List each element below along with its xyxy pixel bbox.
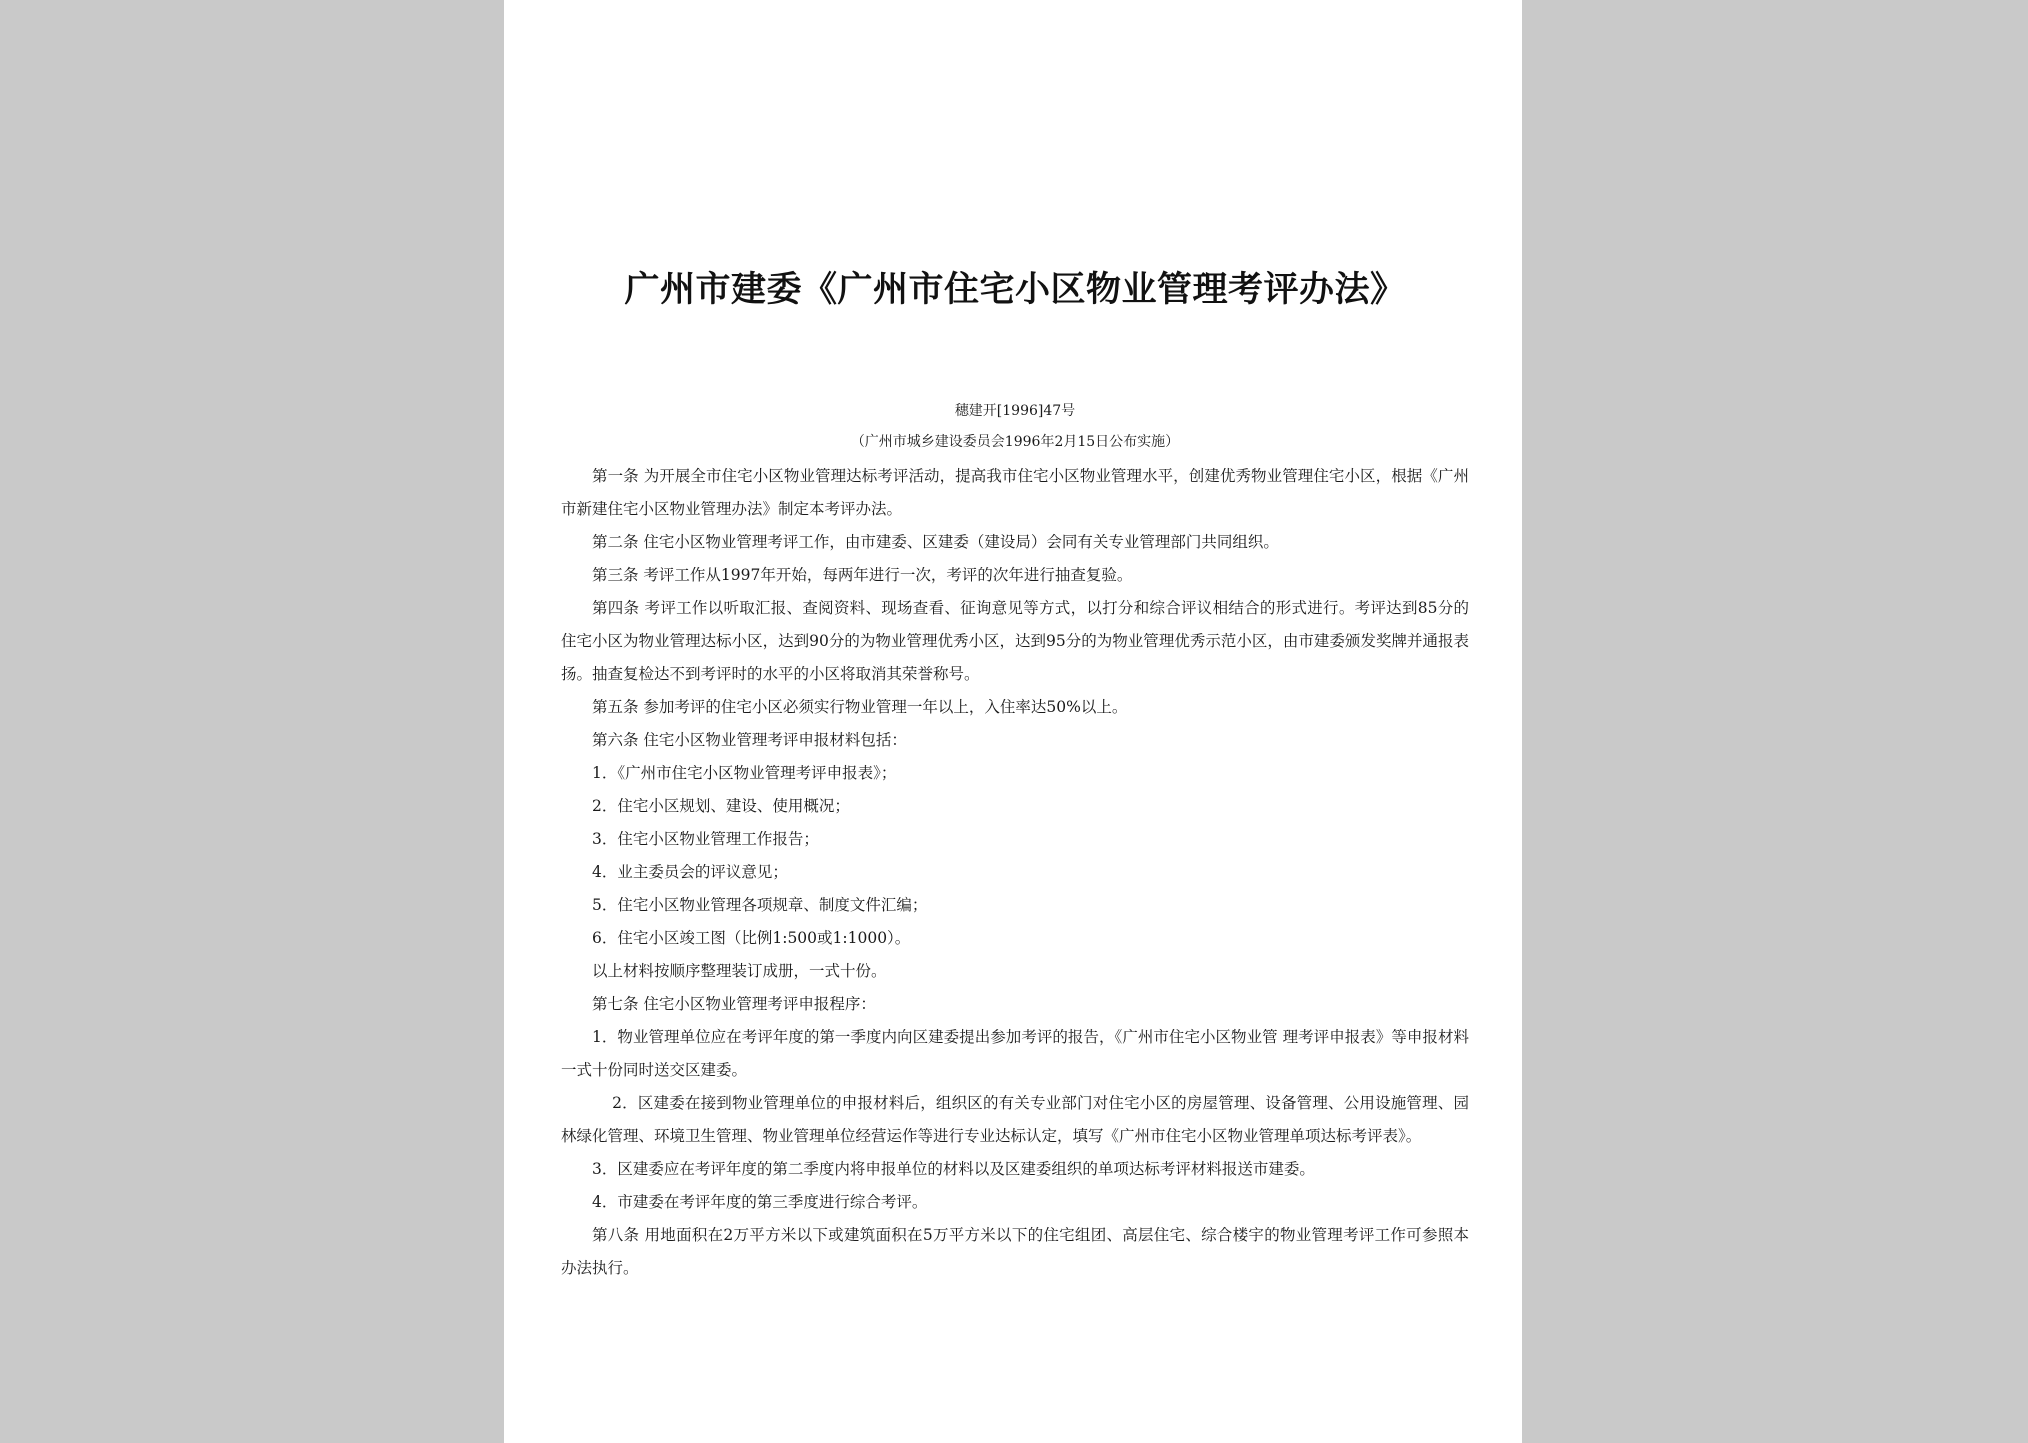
- article-1: 第一条 为开展全市住宅小区物业管理达标考评活动，提高我市住宅小区物业管理水平，创建优秀物业管理住宅小区，根据《广州市新建住宅小区物业管理办法》制定本考评办法。: [561, 467, 1469, 518]
- document-number: 穗建开[1996]47号: [954, 403, 1076, 419]
- document-page: [504, 0, 1522, 1443]
- document-body: [561, 460, 1469, 1285]
- document-title: 广州市建委《广州市住宅小区物业管理考评办法》: [624, 270, 1406, 310]
- article-7: 第七条 住宅小区物业管理考评申报程序：: [592, 995, 876, 1013]
- list-item: 2．住宅小区规划、建设、使用概况；: [592, 797, 850, 815]
- article-6: 第六条 住宅小区物业管理考评申报材料包括：: [592, 731, 907, 749]
- list-item: 3．住宅小区物业管理工作报告；: [592, 830, 819, 848]
- list-item: 4．市建委在考评年度的第三季度进行综合考评。: [592, 1193, 928, 1211]
- list-item: 5．住宅小区物业管理各项规章、制度文件汇编；: [592, 896, 928, 914]
- list-item: 3．区建委应在考评年度的第二季度内将申报单位的材料以及区建委组织的单项达标考评材料报送市建委。: [592, 1160, 1315, 1178]
- list-item: 1．物业管理单位应在考评年度的第一季度内向区建委提出参加考评的报告，《广州市住宅小区物业管 理考评申报表》等申报材料一式十份同时送交区建委。: [561, 1028, 1469, 1079]
- article-4: 第四条 考评工作以听取汇报、查阅资料、现场查看、征询意见等方式，以打分和综合评议相结合的形式进行。考评达到85分的住宅小区为物业管理达标小区，达到90分的为物业管理优秀小区，达到95分的为物业管理优秀示范小区，由市建委颁发奖牌并通报表扬。抽查复检达不到考评时的水平的小区将取消其荣誉称号。: [561, 599, 1469, 683]
- list-item: 6．住宅小区竣工图（比例1:500或1:1000）。: [592, 929, 911, 947]
- article-2: 第二条 住宅小区物业管理考评工作，由市建委、区建委（建设局）会同有关专业管理部门共同组织。: [592, 533, 1279, 551]
- article-5: 第五条 参加考评的住宅小区必须实行物业管理一年以上，入住率达50%以上。: [592, 698, 1128, 716]
- list-item: 4．业主委员会的评议意见；: [592, 863, 788, 881]
- list-item: 1．《广州市住宅小区物业管理考评申报表》；: [592, 764, 897, 782]
- list-item: 2．区建委在接到物业管理单位的申报材料后，组织区的有关专业部门对住宅小区的房屋管理、设备管理、公用设施管理、园林绿化管理、环境卫生管理、物业管理单位经营运作等进行专业达标认定，填写《广州市住宅小区物业管理单项达标考评表》。: [561, 1094, 1469, 1145]
- list-note: 以上材料按顺序整理装订成册，一式十份。: [592, 962, 887, 980]
- article-8: 第八条 用地面积在2万平方米以下或建筑面积在5万平方米以下的住宅组团、高层住宅、综合楼宇的物业管理考评工作可参照本办法执行。: [561, 1226, 1469, 1277]
- article-3: 第三条 考评工作从1997年开始，每两年进行一次，考评的次年进行抽查复验。: [592, 566, 1133, 584]
- issuer-line: （广州市城乡建设委员会1996年2月15日公布实施）: [850, 434, 1180, 450]
